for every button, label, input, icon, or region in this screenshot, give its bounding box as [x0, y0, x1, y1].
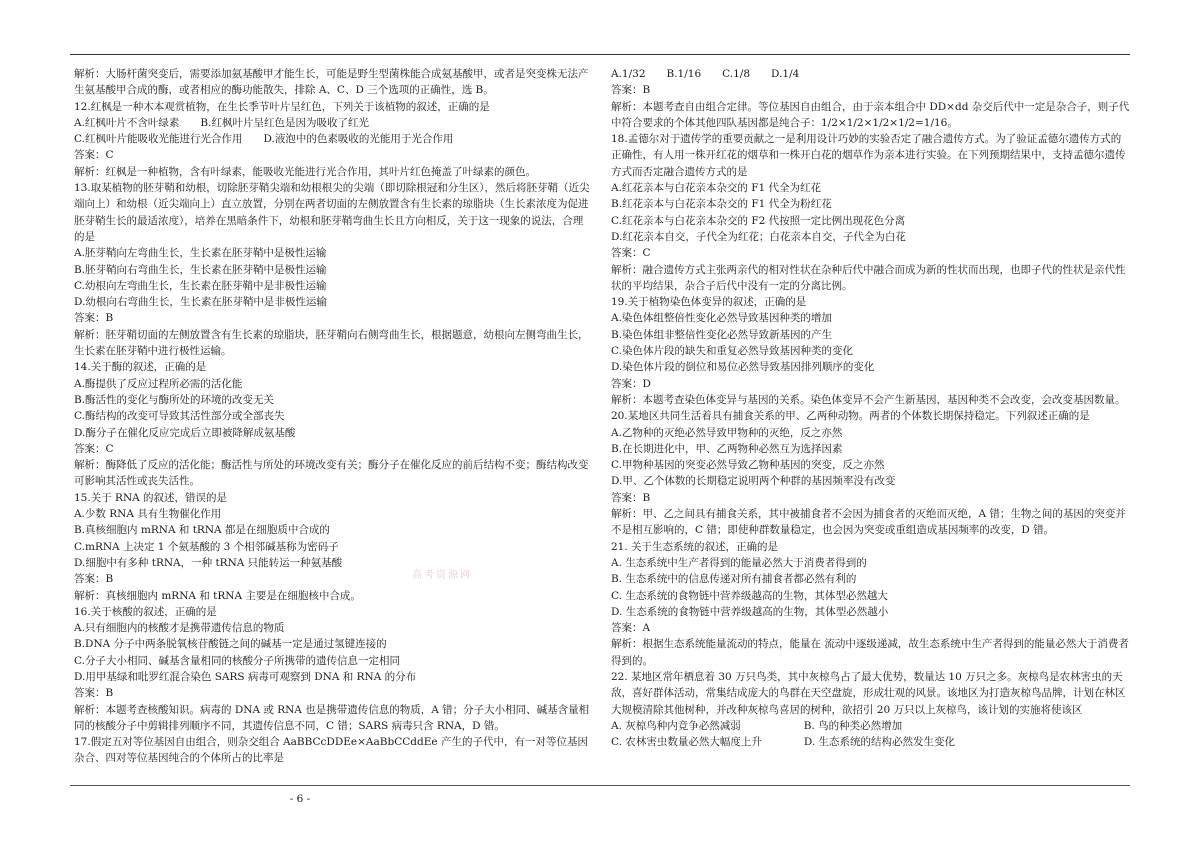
option-line: A.乙物种的灭绝必然导致甲物种的灭绝，反之亦然: [611, 426, 843, 439]
analysis-line: 解析：胚芽鞘切面的左侧放置含有生长素的琼脂块，胚芽鞘向右侧弯曲生长，根据题意，幼根向左侧弯曲生长，生长素在胚芽鞘中进行极性运输。: [74, 328, 589, 358]
answer-line: 答案：A: [611, 622, 651, 635]
option-line: A.染色体组整倍性变化必然导致基因种类的增加: [611, 312, 832, 325]
question-18: 18.孟德尔对于遗传学的重要贡献之一是利用设计巧妙的实验否定了融合遗传方式。为了验证孟德尔遗传方式的正确性，有人用一株开红花的烟草和一株开白花的烟草作为亲本进行实验。在下列预期结果中，支持孟德尔遗传方式而否定融合遗传方式的是: [611, 133, 1126, 178]
option-line: C.mRNA 上决定 1 个氨基酸的 3 个相邻碱基称为密码子: [74, 540, 339, 553]
bottom-rule: [70, 785, 1130, 786]
option-line: D.细胞中有多种 tRNA，一种 tRNA 只能转运一种氨基酸: [74, 556, 343, 569]
option-line: C.酶结构的改变可导致其活性部分或全部丧失: [74, 410, 285, 423]
question-16: 16.关于核酸的叙述，正确的是: [74, 605, 217, 618]
question-22: 22. 某地区常年栖息着 30 万只鸟类，其中灰椋鸟占了最大优势，数量达 10 万只之多。灰椋鸟是农林害虫的天敌，喜好群体活动，常集结成庞大的鸟群在天空盘旋，形成壮观的风景。该地区为打造灰椋鸟品牌，计划在林区大规模清除其他树种，并改种灰椋鸟喜居的树种，欲招引 20 万只以上灰椋鸟，该计划的实施将使该区: [611, 670, 1126, 716]
option-line: A.红枫叶片不含叶绿素 B.红枫叶片呈红色是因为吸收了红光: [74, 116, 369, 129]
option-line: C.分子大小相同、碱基含量相同的核酸分子所携带的遗传信息一定相同: [74, 654, 400, 667]
option-line: A.酶提供了反应过程所必需的活化能: [74, 377, 243, 390]
question-17: 17.假定五对等位基因自由组合，则杂交组合 AaBBCcDDEe×AaBbCCddEe 产生的子代中，有一对等位基因杂合、四对等位基因纯合的个体所占的比率是: [74, 736, 588, 765]
question-15: 15.关于 RNA 的叙述，错误的是: [74, 491, 228, 504]
left-column: [74, 66, 590, 767]
right-column: [611, 66, 1131, 750]
option-line: C.染色体片段的缺失和重复必然导致基因种类的变化: [611, 345, 853, 358]
answer-line: 答案：B: [74, 573, 114, 586]
analysis-line: 解析：真核细胞内 mRNA 和 tRNA 主要是在细胞核中合成。: [74, 589, 361, 602]
option-line: B.染色体组非整倍性变化必然导致新基因的产生: [611, 328, 833, 341]
option-line: D.用甲基绿和吡罗红混合染色 SARS 病毒可观察到 DNA 和 RNA 的分布: [74, 670, 417, 683]
analysis-line: 解析：甲、乙之间具有捕食关系，其中被捕食者不会因为捕食者的灭绝而灭绝，A 错；生物之间的基因的突变并不是相互影响的，C 错；即使种群数量稳定，也会因为突变或重组造成基因频率的改变，D 错。: [611, 508, 1126, 537]
answer-line: 答案：D: [611, 377, 651, 390]
option-line: D. 生态系统的食物链中营养级越高的生物，其体型必然越小: [611, 605, 889, 618]
text-line: 解析：大肠杆菌突变后，需要添加氨基酸甲才能生长，可能是野生型菌株能合成氨基酸甲，或者是突变株无法产生氨基酸甲合成的酶，或者相应的酶功能散失，排除 A、C、D 三个选项的正确性，选 B。: [74, 68, 589, 97]
question-19: 19.关于植物染色体变异的叙述，正确的是: [611, 296, 807, 309]
answer-line: 答案：C: [74, 442, 114, 455]
analysis-line: 解析：本题考查染色体变异与基因的关系。染色体变异不会产生新基因，基因种类不会改变，会改变基因数量。: [611, 393, 1126, 406]
question-12: 12.红枫是一种木本观赏植物，在生长季节叶片呈红色，下列关于该植物的叙述，正确的是: [74, 100, 490, 113]
option-line: D.染色体片段的倒位和易位必然导致基因排列顺序的变化: [611, 361, 875, 374]
analysis-line: 解析：融合遗传方式主张两亲代的相对性状在杂种后代中融合而成为新的性状而出现，也即子代的性状是亲代性状的平均结果，杂合子后代中没有一定的分离比例。: [611, 263, 1126, 292]
option-line: B. 生态系统中的信息传递对所有捕食者都必然有利的: [611, 573, 857, 586]
option-line: B.酶活性的变化与酶所处的环境的改变无关: [74, 393, 275, 406]
question-13: 13.取某植物的胚芽鞘和幼根，切除胚芽鞘尖端和幼根根尖的尖端（即切除根冠和分生区），然后将胚芽鞘（近尖端向上）和幼根（近尖端向上）直立放置，分别在两者切面的左侧放置含有生长素的琼脂块（生长素浓度为促进胚芽鞘生长的最适浓度），培养在黑暗条件下，幼根和胚芽鞘弯曲生长且方向相反，关于这一现象的说法，合理的是: [74, 182, 590, 243]
analysis-line: 解析：红枫是一种植物，含有叶绿素，能吸收光能进行光合作用，其叶片红色掩盖了叶绿素的颜色。: [74, 165, 536, 178]
option-line: A.少数 RNA 具有生物催化作用: [74, 508, 222, 521]
option-line: A. 生态系统中生产者得到的能量必然大于消费者得到的: [611, 556, 867, 569]
option-line: C.甲物种基因的突变必然导致乙物种基因的突变，反之亦然: [611, 459, 885, 472]
option-line: A.胚芽鞘向左弯曲生长，生长素在胚芽鞘中是极性运输: [74, 247, 327, 260]
watermark: 高考资源网: [412, 570, 472, 581]
answer-line: 答案：C: [611, 247, 651, 260]
option-line: C.幼根向左弯曲生长，生长素在胚芽鞘中是非极性运输: [74, 279, 327, 292]
option-line: A.1/32 B.1/16 C.1/8 D.1/4: [611, 68, 800, 80]
answer-line: 答案：B: [611, 491, 651, 504]
option-line: A.只有细胞内的核酸才是携带遗传信息的物质: [74, 622, 285, 635]
option-line: C. 农林害虫数量必然大幅度上升 D. 生态系统的结构必然发生变化: [611, 736, 956, 749]
option-line: C.红花亲本与白花亲本杂交的 F2 代按照一定比例出现花色分离: [611, 214, 906, 227]
option-line: D.红花亲本自交，子代全为红花；白花亲本自交，子代全为白花: [611, 230, 906, 243]
question-14: 14.关于酶的叙述，正确的是: [74, 361, 207, 374]
option-line: A.红花亲本与白花亲本杂交的 F1 代全为红花: [611, 182, 822, 195]
answer-line: 答案：C: [74, 149, 114, 162]
top-rule: [70, 54, 1130, 55]
option-line: B.真核细胞内 mRNA 和 tRNA 都是在细胞质中合成的: [74, 524, 330, 537]
answer-line: 答案：B: [611, 84, 651, 97]
option-line: B.在长期进化中，甲、乙两物种必然互为选择因素: [611, 442, 843, 455]
option-line: B.红花亲本与白花亲本杂交的 F1 代全为粉红花: [611, 198, 832, 211]
analysis-line: 解析：根据生态系统能量流动的特点，能量在 流动中逐级递减，故生态系统中生产者得到的能量必然大于消费者得到的。: [611, 638, 1129, 667]
question-21: 21. 关于生态系统的叙述，正确的是: [611, 540, 779, 553]
option-line: D.甲、乙个体数的长期稳定说明两个种群的基因频率没有改变: [611, 475, 896, 488]
option-line: C. 生态系统的食物链中营养级越高的生物，其体型必然越大: [611, 589, 888, 602]
question-20: 20.某地区共同生活着具有捕食关系的甲、乙两种动物。两者的个体数长期保持稳定。下列叙述正确的是: [611, 410, 1090, 423]
option-line: B.DNA 分子中两条脱氧核苷酸链之间的碱基一定是通过氢键连接的: [74, 638, 387, 651]
option-line: B.胚芽鞘向右弯曲生长，生长素在胚芽鞘中是极性运输: [74, 263, 327, 276]
answer-line: 答案：B: [74, 687, 114, 700]
analysis-line: 解析：本题考查核酸知识。病毒的 DNA 或 RNA 也是携带遗传信息的物质，A 错；分子大小相同、碱基含量相同的核酸分子中剪辑排列顺序不同，其遗传信息不同，C 错；SARS 病毒只含 RNA，D 错。: [74, 703, 590, 732]
option-line: D.酶分子在催化反应完成后立即被降解成氨基酸: [74, 426, 296, 439]
page-number: - 6 -: [289, 793, 311, 805]
answer-line: 答案：B: [74, 312, 114, 325]
option-line: C.红枫叶片能吸收光能进行光合作用 D.液泡中的色素吸收的光能用于光合作用: [74, 133, 454, 146]
analysis-line: 解析：本题考查自由组合定律。等位基因自由组合，由于亲本组合中 DD×dd 杂交后代中一定是杂合子，则子代中符合要求的个体其他四队基因都是纯合子：1/2×1/2×1/2×1/2=1/16。: [611, 100, 1130, 129]
option-line: A. 灰椋鸟种内竞争必然减弱 B. 鸟的种类必然增加: [611, 719, 903, 732]
option-line: D.幼根向右弯曲生长，生长素在胚芽鞘中是非极性运输: [74, 296, 327, 309]
analysis-line: 解析：酶降低了反应的活化能；酶活性与所处的环境改变有关；酶分子在催化反应的前后结构不变；酶结构改变可影响其活性或丧失活性。: [74, 459, 589, 488]
